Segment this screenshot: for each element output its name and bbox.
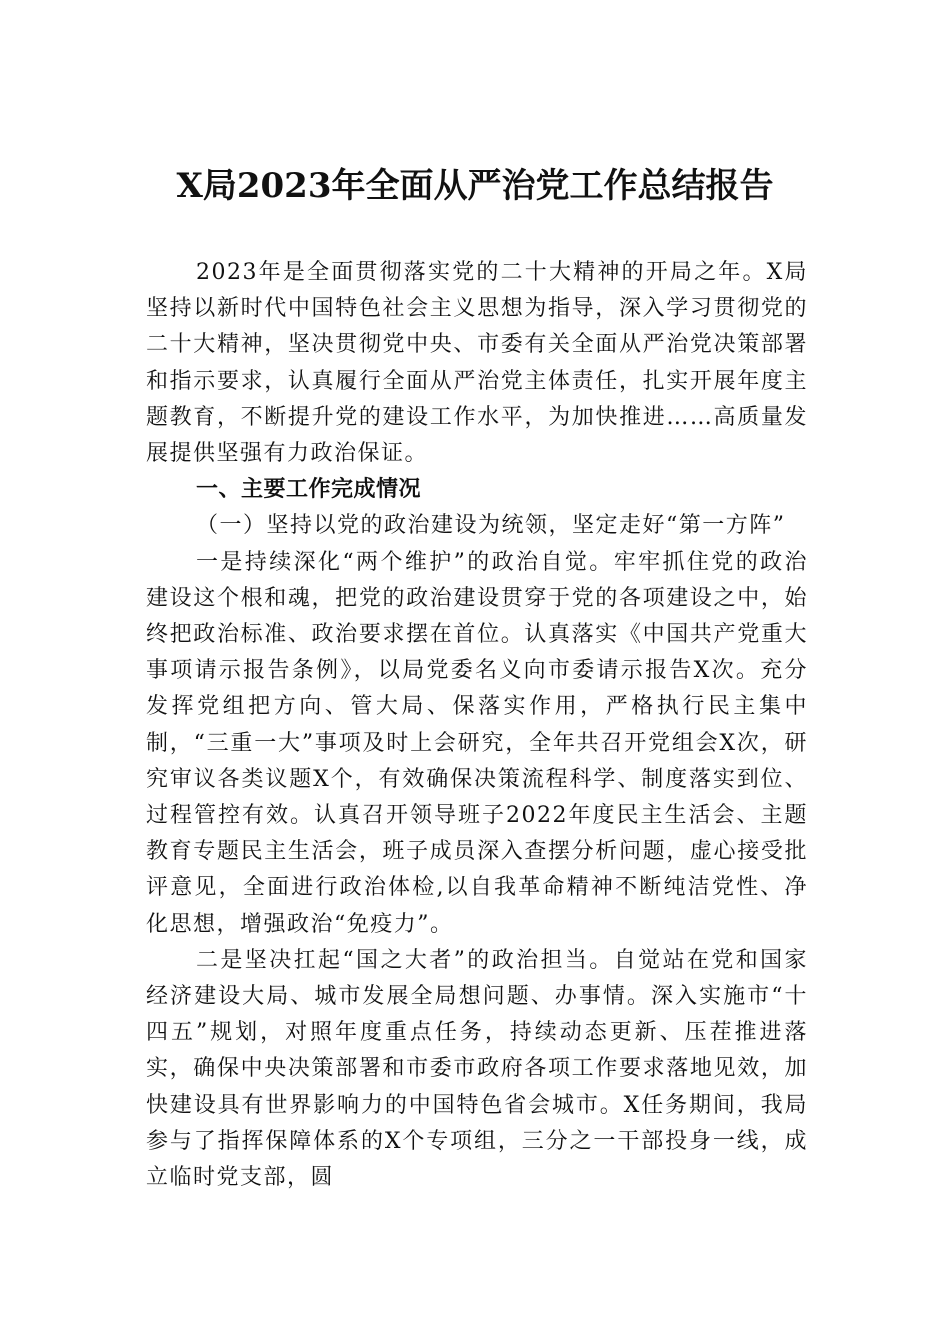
- document-title: X局2023年全面从严治党工作总结报告: [176, 166, 774, 206]
- section-heading-1: 一、主要工作完成情况: [196, 477, 422, 503]
- intro-paragraph: 2023年是全面贯彻落实党的二十大精神的开局之年。X局坚持以新时代中国特色社会主义思想为指导，深入学习贯彻党的二十大精神，坚决贯彻党中央、市委有关全面从严治党决策部署和指示要求，认真履行全面从严治党主体责任，扎实开展年度主题教育，不断提升党的建设工作水平，为加快推进……高质量发展提供坚强有力政治保证。: [146, 260, 808, 467]
- subsection-heading-1: （一）坚持以党的政治建设为统领，坚定走好“第一方阵”: [196, 513, 786, 539]
- body-paragraph-1: 一是持续深化“两个维护”的政治自觉。牢牢抓住党的政治建设这个根和魂，把党的政治建设贯穿于党的各项建设之中，始终把政治标准、政治要求摆在首位。认真落实《中国共产党重大事项请示报告条例》，以局党委名义向市委请示报告X次。充分发挥党组把方向、管大局、保落实作用，严格执行民主集中制，“三重一大”事项及时上会研究，全年共召开党组会X次，研究审议各类议题X个，有效确保决策流程科学、制度落实到位、过程管控有效。认真召开领导班子2022年度民主生活会、主题教育专题民主生活会，班子成员深入查摆分析问题，虚心接受批评意见，全面进行政治体检,以自我革命精神不断纯洁党性、净化思想，增强政治“免疫力”。: [146, 549, 808, 937]
- body-paragraph-2: 二是坚决扛起“国之大者”的政治担当。自觉站在党和国家经济建设大局、城市发展全局想问题、办事情。深入实施市“十四五”规划，对照年度重点任务，持续动态更新、压茬推进落实，确保中央决策部署和市委市政府各项工作要求落地见效，加快建设具有世界影响力的中国特色省会城市。X任务期间，我局参与了指挥保障体系的X个专项组，三分之一干部投身一线，成立临时党支部，圆: [146, 947, 808, 1191]
- document-body: [146, 255, 808, 1196]
